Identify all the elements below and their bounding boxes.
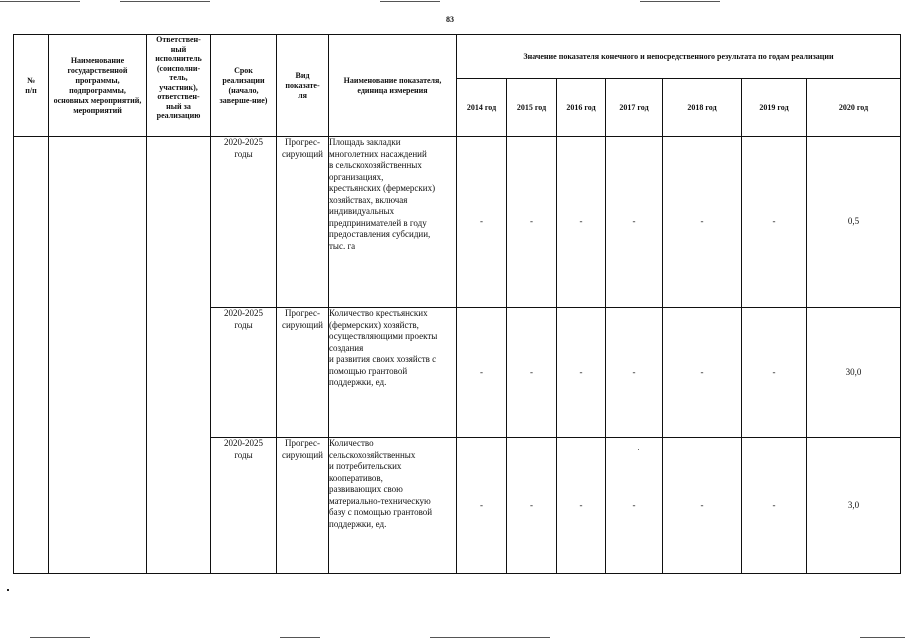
- value-cell: -: [742, 308, 807, 438]
- scan-speck: [7, 589, 9, 591]
- year-header: 2020 год: [807, 79, 901, 137]
- indicators-table: [13, 34, 901, 574]
- value-cell: -: [507, 137, 557, 308]
- page-number: 83: [446, 15, 454, 24]
- scan-edge: [280, 637, 320, 638]
- value-cell: -: [742, 137, 807, 308]
- value-cell: -: [663, 438, 742, 574]
- value-cell: 30,0: [807, 308, 901, 438]
- program-cell: [49, 137, 147, 574]
- year-header: 2015 год: [507, 79, 557, 137]
- col-period-header: Срок реализации (начало, заверше-ние): [211, 35, 277, 137]
- indicator-name-cell: Количество сельскохозяйственных и потребительских кооперативов, развивающих свою материально-техническую базу с помощью грантовой поддержки, ед.: [329, 438, 457, 574]
- value-cell: -: [457, 438, 507, 574]
- executor-cell: [147, 137, 211, 574]
- type-cell: Прогрес- сирующий: [277, 308, 329, 438]
- value-cell: -: [606, 308, 663, 438]
- value-cell: -: [457, 137, 507, 308]
- header-row: [14, 35, 901, 79]
- scan-edge: [430, 637, 550, 638]
- scan-edge: [120, 1, 210, 2]
- period-cell: 2020-2025 годы: [211, 308, 277, 438]
- table-row: [14, 137, 901, 308]
- scan-edge: [380, 1, 440, 2]
- indicator-name-cell: Количество крестьянских (фермерских) хозяйств, осуществляющими проекты создания и развития своих хозяйств с помощью грантовой поддержки, ед.: [329, 308, 457, 438]
- year-header: 2018 год: [663, 79, 742, 137]
- value-cell: 3,0: [807, 438, 901, 574]
- value-cell: 0,5: [807, 137, 901, 308]
- value-cell: -: [663, 308, 742, 438]
- col-program-header: Наименование государственной программы, подпрограммы, основных мероприятий, мероприятий: [49, 35, 147, 137]
- year-header: 2014 год: [457, 79, 507, 137]
- period-cell: 2020-2025 годы: [211, 137, 277, 308]
- value-cell: -: [507, 308, 557, 438]
- value-cell: -: [557, 308, 606, 438]
- value-cell: -: [507, 438, 557, 574]
- col-executor-header: Ответствен- ный исполнитель (соисполни- тель, участник), ответствен- ный за реализацию: [147, 35, 211, 137]
- value-cell: -: [606, 438, 663, 574]
- scan-edge: [0, 1, 80, 2]
- value-cell: -: [457, 308, 507, 438]
- col-type-header: Вид показате- ля: [277, 35, 329, 137]
- year-header: 2019 год: [742, 79, 807, 137]
- year-header: 2016 год: [557, 79, 606, 137]
- scan-edge: [30, 637, 90, 638]
- col-indicator-header: Наименование показателя, единица измерения: [329, 35, 457, 137]
- type-cell: Прогрес- сирующий: [277, 438, 329, 574]
- values-group-header: Значение показателя конечного и непосредственного результата по годам реализации: [457, 35, 901, 79]
- num-cell: [14, 137, 49, 574]
- col-num-header: № п/п: [14, 35, 49, 137]
- value-cell: -: [742, 438, 807, 574]
- value-cell: -: [557, 438, 606, 574]
- scan-edge: [640, 1, 720, 2]
- year-header: 2017 год: [606, 79, 663, 137]
- value-cell: -: [663, 137, 742, 308]
- type-cell: Прогрес- сирующий: [277, 137, 329, 308]
- value-cell: -: [557, 137, 606, 308]
- value-cell: -: [606, 137, 663, 308]
- scan-edge: [860, 637, 905, 638]
- period-cell: 2020-2025 годы: [211, 438, 277, 574]
- indicator-name-cell: Площадь закладки многолетних насаждений в сельскохозяйственных организациях, крестьянских (фермерских) хозяйствах, включая индивидуальных предпринимателей в году предоставления субсидии, тыс. га: [329, 137, 457, 308]
